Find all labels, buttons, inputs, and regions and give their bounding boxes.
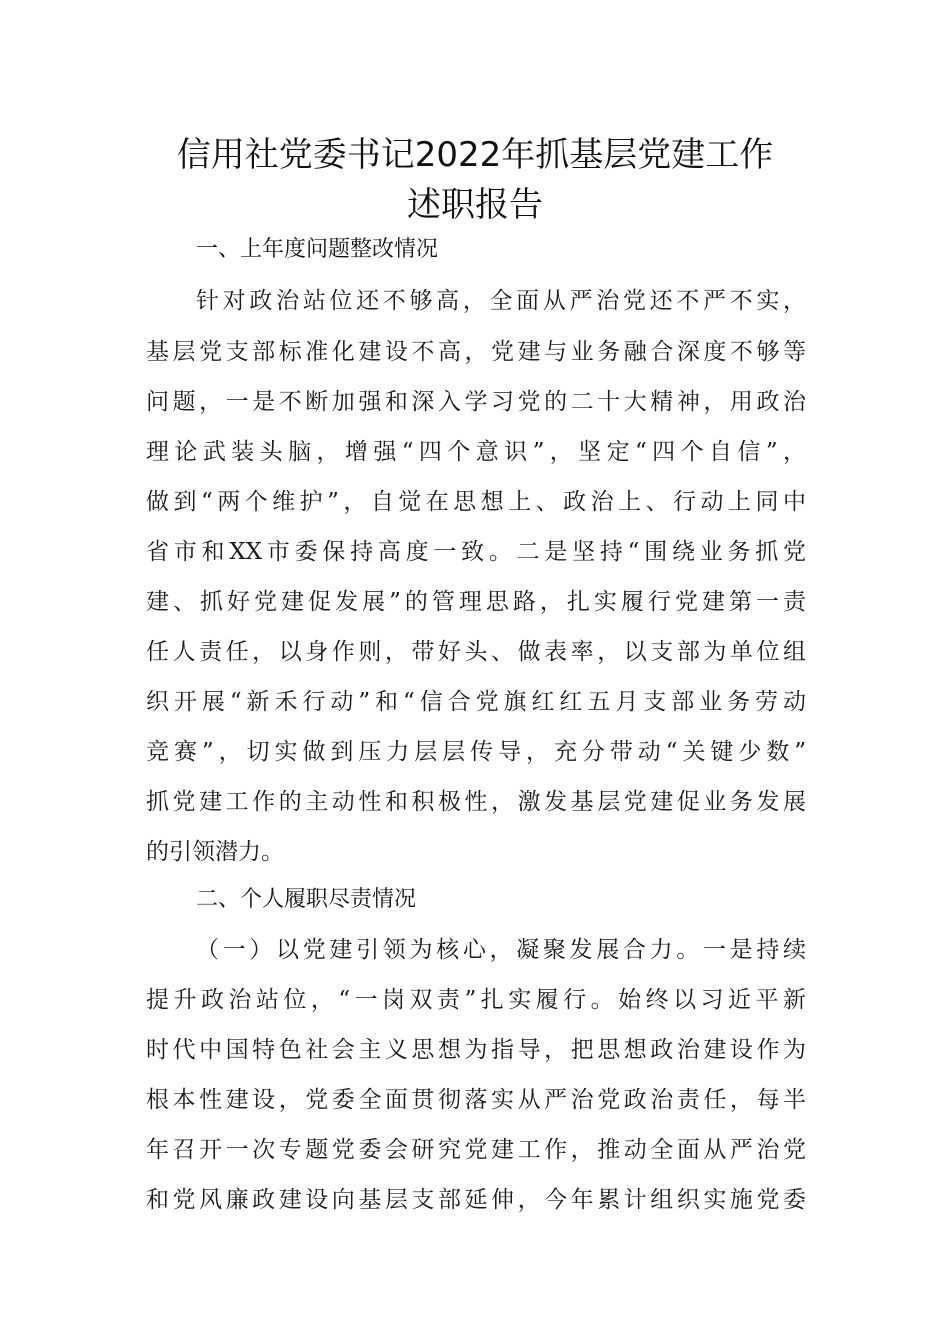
paragraph-line: 竞赛”，切实做到压力层层传导，充分带动“关键少数” — [146, 739, 806, 765]
paragraph-line: 省市和XX市委保持高度一致。二是坚持“围绕业务抓党 — [146, 539, 806, 565]
paragraph-line: 和党风廉政建设向基层支部延伸，今年累计组织实施党委 — [146, 1187, 806, 1213]
paragraph-line: 的引领潜力。 — [146, 839, 284, 865]
paragraph-line: （一）以党建引领为核心，凝聚发展合力。一是持续 — [196, 937, 806, 963]
paragraph-line: 抓党建工作的主动性和积极性，激发基层党建促业务发展 — [146, 789, 806, 815]
paragraph-line: 问题，一是不断加强和深入学习党的二十大精神，用政治 — [146, 389, 806, 415]
paragraph-line: 提升政治站位，“一岗双责”扎实履行。始终以习近平新 — [146, 987, 806, 1013]
paragraph-line: 做到“两个维护”，自觉在思想上、政治上、行动上同中 — [146, 489, 806, 515]
section-1-heading: 一、上年度问题整改情况 — [196, 237, 439, 262]
paragraph-line: 根本性建设，党委全面贯彻落实从严治党政治责任，每半 — [146, 1087, 806, 1113]
paragraph-line: 年召开一次专题党委会研究党建工作，推动全面从严治党 — [146, 1137, 806, 1163]
paragraph-line: 基层党支部标准化建设不高，党建与业务融合深度不够等 — [146, 339, 806, 365]
paragraph-line: 建、抓好党建促发展”的管理思路，扎实履行党建第一责 — [146, 589, 806, 615]
paragraph-line: 针对政治站位还不够高，全面从严治党还不严不实， — [196, 288, 806, 314]
paragraph-line: 理论武装头脑，增强“四个意识”，坚定“四个自信”， — [146, 439, 806, 465]
paragraph-line: 任人责任，以身作则，带好头、做表率，以支部为单位组 — [146, 639, 806, 665]
section-2-heading: 二、个人履职尽责情况 — [196, 887, 417, 912]
document-title-line-2: 述职报告 — [407, 185, 543, 225]
document-title-line-1: 信用社党委书记2022年抓基层党建工作 — [176, 135, 774, 175]
paragraph-line: 时代中国特色社会主义思想为指导，把思想政治建设作为 — [146, 1037, 806, 1063]
paragraph-line: 织开展“新禾行动”和“信合党旗红红五月支部业务劳动 — [146, 689, 806, 715]
